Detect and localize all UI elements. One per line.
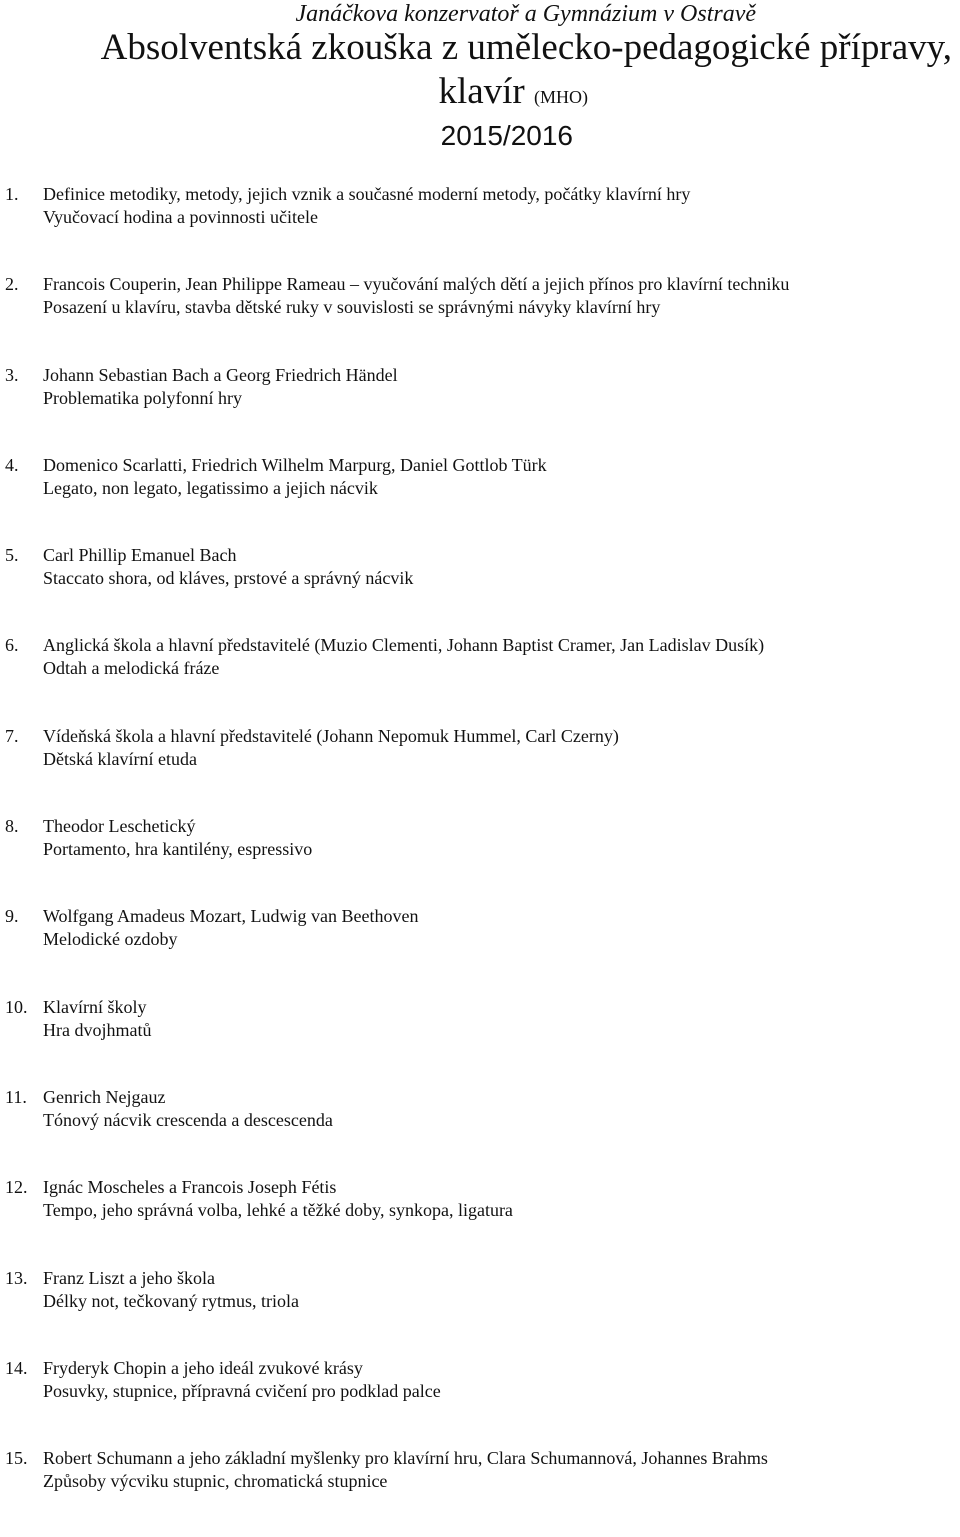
topic-number: 3. <box>5 364 19 385</box>
topic-number: 15. <box>5 1448 28 1469</box>
topic-title: Francois Couperin, Jean Philippe Rameau – vyučování malých dětí a jejich přínos pro klavírní techniku <box>43 274 790 295</box>
topic-list <box>0 183 960 1537</box>
exam-subject-text: klavír <box>438 71 525 112</box>
topic-title: Vídeňská škola a hlavní představitelé (Johann Nepomuk Hummel, Carl Czerny) <box>43 725 619 746</box>
topic-number: 14. <box>5 1357 28 1378</box>
topic-number: 5. <box>5 545 19 566</box>
topic-subtitle: Tónový nácvik crescenda a descescenda <box>43 1109 333 1130</box>
topic-item <box>0 905 960 995</box>
topic-subtitle: Dětská klavírní etuda <box>43 748 197 769</box>
topic-title: Johann Sebastian Bach a Georg Friedrich Händel <box>43 364 398 385</box>
topic-item <box>0 183 960 273</box>
exam-subject-abbreviation: (MHO) <box>534 87 588 107</box>
topic-title: Klavírní školy <box>43 996 147 1017</box>
topic-subtitle: Posazení u klavíru, stavba dětské ruky v souvislosti se správnými návyky klavírní hry <box>43 297 661 318</box>
topic-item <box>0 1176 960 1266</box>
topic-subtitle: Staccato shora, od kláves, prstové a správný nácvik <box>43 568 414 589</box>
topic-number: 4. <box>5 454 19 475</box>
topic-number: 8. <box>5 816 19 837</box>
topic-subtitle: Tempo, jeho správná volba, lehké a těžké doby, synkopa, ligatura <box>43 1200 513 1221</box>
topic-title: Domenico Scarlatti, Friedrich Wilhelm Marpurg, Daniel Gottlob Türk <box>43 454 547 475</box>
topic-number: 7. <box>5 725 19 746</box>
topic-title: Fryderyk Chopin a jeho ideál zvukové krásy <box>43 1357 363 1378</box>
topic-title: Carl Phillip Emanuel Bach <box>43 545 237 566</box>
topic-item <box>0 1086 960 1176</box>
topic-subtitle: Melodické ozdoby <box>43 929 178 950</box>
exam-title: Absolventská zkouška z umělecko-pedagogické přípravy, <box>100 27 952 68</box>
topic-number: 6. <box>5 635 19 656</box>
topic-item <box>0 996 960 1086</box>
school-year: 2015/2016 <box>440 120 573 151</box>
topic-item <box>0 634 960 724</box>
topic-item <box>0 815 960 905</box>
topic-subtitle: Způsoby výcviku stupnic, chromatická stupnice <box>43 1471 388 1492</box>
topic-item <box>0 1447 960 1537</box>
topic-item <box>0 1267 960 1357</box>
topic-subtitle: Hra dvojhmatů <box>43 1019 152 1040</box>
topic-item <box>0 725 960 815</box>
topic-number: 12. <box>5 1177 28 1198</box>
topic-item <box>0 544 960 634</box>
topic-subtitle: Legato, non legato, legatissimo a jejich nácvik <box>43 477 378 498</box>
topic-title: Anglická škola a hlavní představitelé (Muzio Clementi, Johann Baptist Cramer, Jan Ladislav Dusík) <box>43 635 765 656</box>
topic-subtitle: Délky not, tečkovaný rytmus, triola <box>43 1290 299 1311</box>
topic-title: Franz Liszt a jeho škola <box>43 1267 215 1288</box>
topic-number: 1. <box>5 184 19 204</box>
topic-number: 11. <box>5 1086 27 1107</box>
exam-subject <box>438 70 588 119</box>
topic-title: Wolfgang Amadeus Mozart, Ludwig van Beethoven <box>43 906 419 927</box>
topic-title: Theodor Leschetický <box>43 816 196 837</box>
topic-title: Robert Schumann a jeho základní myšlenky pro klavírní hru, Clara Schumannová, Johannes Brahms <box>43 1448 768 1469</box>
topic-number: 2. <box>5 274 19 295</box>
topic-subtitle: Posuvky, stupnice, přípravná cvičení pro podklad palce <box>43 1380 441 1401</box>
school-name: Janáčkova konzervatoř a Gymnázium v Ostravě <box>295 1 756 27</box>
topic-item <box>0 1357 960 1447</box>
topic-number: 13. <box>5 1267 28 1288</box>
topic-title: Genrich Nejgauz <box>43 1086 166 1107</box>
topic-number: 10. <box>5 996 28 1017</box>
topic-number: 9. <box>5 906 19 927</box>
topic-subtitle: Odtah a melodická fráze <box>43 658 220 679</box>
topic-title: Definice metodiky, metody, jejich vznik a současné moderní metody, počátky klavírní hry <box>43 184 691 204</box>
topic-item <box>0 454 960 544</box>
topic-subtitle: Portamento, hra kantilény, espressivo <box>43 839 313 860</box>
topic-item <box>0 364 960 454</box>
topic-subtitle: Vyučovací hodina a povinnosti učitele <box>43 207 318 227</box>
topic-subtitle: Problematika polyfonní hry <box>43 387 242 408</box>
topic-title: Ignác Moscheles a Francois Joseph Fétis <box>43 1177 337 1198</box>
topic-item <box>0 273 960 363</box>
